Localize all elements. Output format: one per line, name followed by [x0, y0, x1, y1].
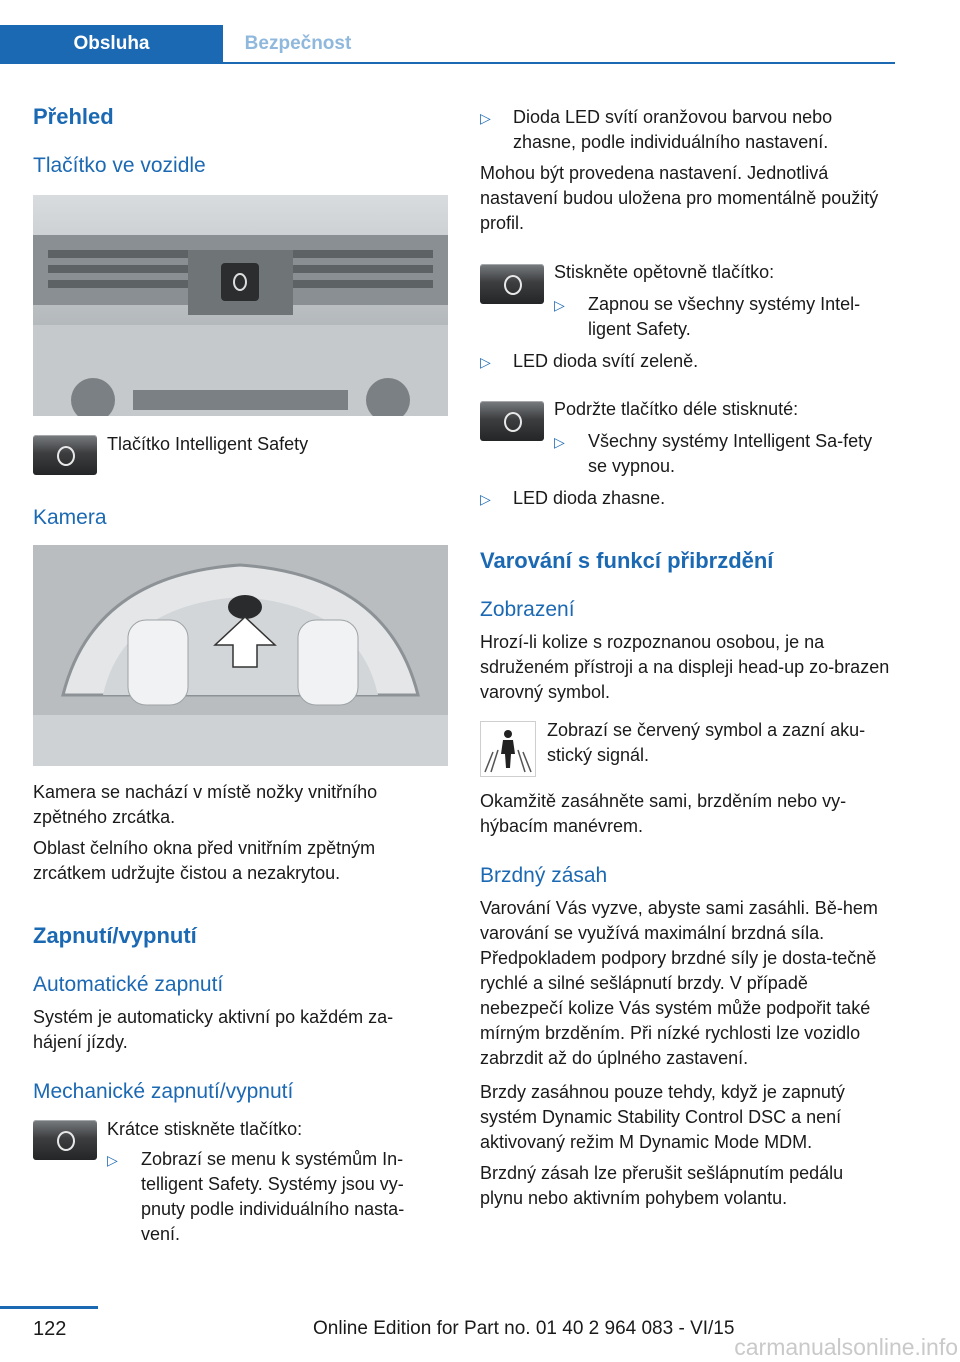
heading-varovani: Varování s funkcí přibrzdění: [480, 548, 774, 573]
heading-brzdny-zasah: Brzdný zásah: [480, 864, 608, 887]
text-vsechny-vypnou: Všechny systémy Intelligent Sa‐fety se vypnou.: [588, 431, 873, 476]
text-led-zelene: LED dioda svítí zeleně.: [513, 351, 699, 371]
dashboard-illustration: [33, 195, 448, 416]
heading-mechanicke: Mechanické zapnutí/vypnutí: [33, 1080, 294, 1103]
text-zobrazi-menu: Zobrazí se menu k systémům In‐telligent Safety. Systémy jsou vy‐pnuty podle individuálního nasta‐vení.: [141, 1149, 405, 1244]
text-okamzite: Okamžitě zasáhněte sami, brzděním nebo vy‐hýbacím manévrem.: [480, 791, 847, 836]
bullet-triangle-icon: ▷: [480, 110, 491, 126]
chapter-tabbar: [0, 25, 895, 64]
text-led-zhasne: LED dioda zhasne.: [513, 488, 666, 508]
page-number: 122: [33, 1318, 67, 1340]
caption-intelligent-safety: Tlačítko Intelligent Safety: [107, 434, 309, 454]
bullet-triangle-icon: ▷: [107, 1152, 118, 1168]
pedestrian-warning-icon: [480, 721, 536, 777]
bullet-triangle-icon: ▷: [480, 491, 491, 507]
intelligent-safety-button-icon: [480, 264, 544, 304]
text-podrzte: Podržte tlačítko déle stisknuté:: [554, 399, 799, 419]
intelligent-safety-button-icon: [33, 1120, 97, 1160]
watermark: carmanualsonline.info: [734, 1334, 958, 1360]
windshield-illustration: [33, 545, 448, 766]
bullet-triangle-icon: ▷: [480, 354, 491, 370]
heading-automaticke: Automatické zapnutí: [33, 973, 224, 996]
tab-bezpecnost[interactable]: Bezpečnost: [244, 33, 352, 54]
edition-text: Online Edition for Part no. 01 40 2 964 083 - VI/15: [313, 1318, 735, 1339]
photo-camera-windshield: [33, 545, 448, 766]
photo-dashboard-button: [33, 195, 448, 416]
text-cerveny-symbol: Zobrazí se červený symbol a zazní aku‐stický signál.: [547, 720, 866, 765]
text-zobrazeni: Hrozí-li kolize s rozpoznanou osobou, je na sdruženém přístroji a na displeji head-up zo‐brazen varovný symbol.: [480, 632, 890, 702]
text-brzdny-2: Brzdy zasáhnou pouze tehdy, když je zapnutý systém Dynamic Stability Control DSC a není aktivovaný režim M Dynamic Mode MDM.: [480, 1082, 845, 1152]
text-nastaveni: Mohou být provedena nastavení. Jednotlivá nastavení budou uložena pro momentálně použitý profil.: [480, 163, 879, 233]
text-kratce-stisknete: Krátce stiskněte tlačítko:: [107, 1119, 303, 1139]
heading-kamera: Kamera: [33, 506, 107, 529]
text-zapnou-vsechny: Zapnou se všechny systémy Intel‐ligent Safety.: [588, 294, 861, 339]
text-kamera-2: Oblast čelního okna před vnitřním zpětným zrcátkem udržujte čistou a nezakrytou.: [33, 838, 376, 883]
tab-obsluha[interactable]: Obsluha: [0, 25, 223, 62]
text-brzdny-1: Varování Vás vyzve, abyste sami zasáhli. Bě‐hem varování se využívá maximální brzdná síla. Předpokladem podpory brzdné síly je dosta‐tečně rychlé a silné sešlápnutí brzdy. V případě nebezpečí kolize Vás systém může podpořit také mírným brzděním. Při nízké rychlosti lze vozidlo zabrzdit až do úplného zastavení.: [480, 898, 878, 1068]
text-automaticke: Systém je automaticky aktivní po každém za‐hájení jízdy.: [33, 1007, 394, 1052]
bullet-triangle-icon: ▷: [554, 434, 565, 450]
footer-accent-line: [0, 1306, 98, 1309]
text-stisknete-opetovne: Stiskněte opětovně tlačítko:: [554, 262, 775, 282]
intelligent-safety-button-icon: [33, 435, 97, 475]
heading-zapnuti: Zapnutí/vypnutí: [33, 923, 197, 948]
text-brzdny-3: Brzdný zásah lze přerušit sešlápnutím pedálu plynu nebo aktivním pohybem volantu.: [480, 1163, 844, 1208]
intelligent-safety-button-icon: [480, 401, 544, 441]
text-kamera-1: Kamera se nachází v místě nožky vnitřního zpětného zrcátka.: [33, 782, 378, 827]
heading-prehled: Přehled: [33, 104, 114, 129]
text-led-oranzova: Dioda LED svítí oranžovou barvou nebo zhasne, podle individuálního nastavení.: [513, 107, 833, 152]
bullet-triangle-icon: ▷: [554, 297, 565, 313]
heading-zobrazeni: Zobrazení: [480, 598, 575, 621]
heading-tlacitko: Tlačítko ve vozidle: [33, 154, 206, 177]
